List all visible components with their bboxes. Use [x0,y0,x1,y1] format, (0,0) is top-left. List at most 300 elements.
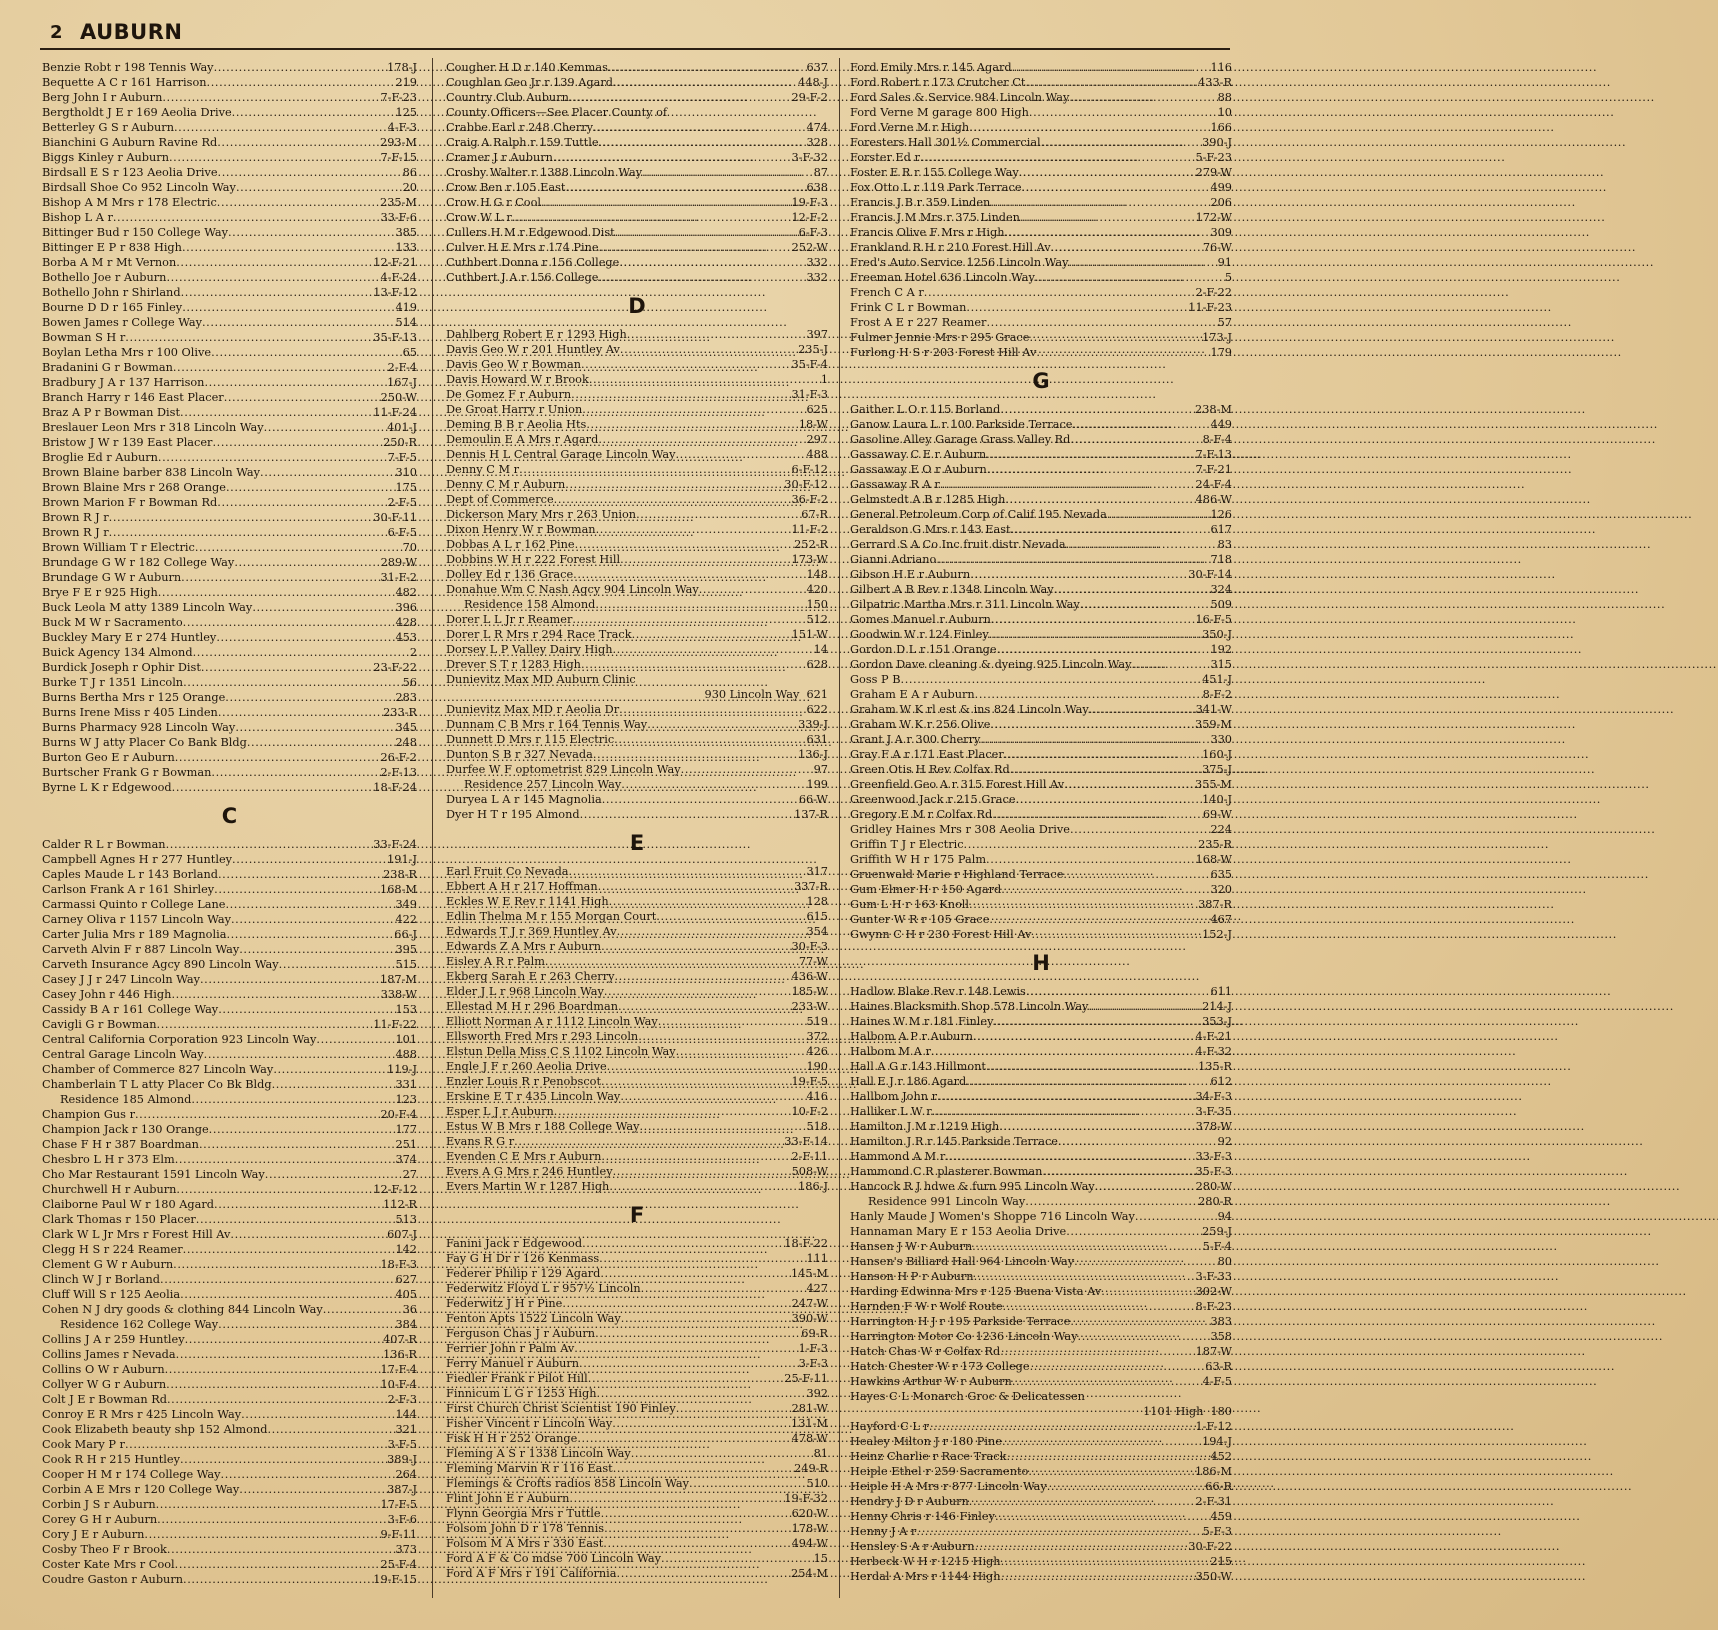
leader-dots [113,210,380,225]
listing-row [446,1446,828,1461]
listing-name: Gassaway C E r Auburn [850,448,987,461]
listing-phone: 337-R [794,880,828,893]
listing-row [446,537,828,552]
leader-dots [519,462,790,477]
listing-row [446,1506,828,1521]
listing-row [446,120,828,135]
listing-row [446,1461,828,1476]
listing-phone: 20 [402,181,417,194]
listing-row [850,462,1232,477]
listing-name: Cuthbert J A r 156 College [446,271,599,284]
listing-name: Folsom M A Mrs r 330 East [446,1537,604,1550]
listing-name: Cosby Theo F r Brook [42,1543,167,1556]
listing-row [850,747,1232,762]
listing-row [42,1122,417,1137]
listing-phone: 34-F-3 [1195,1090,1232,1103]
listing-phone: 519 [806,1015,828,1028]
leader-dots [577,1431,790,1446]
listing-name: Hansen's Billiard Hall 964 Lincoln Way [850,1255,1075,1268]
leader-dots [1010,762,1201,777]
leader-dots [619,255,805,270]
listing-name: Engle J F r 260 Aeolia Drive [446,1060,607,1073]
leader-dots [166,1377,379,1392]
listing-row [42,630,417,645]
listing-phone: 383 [1210,1315,1232,1328]
listing-phone: 178-J [387,61,417,74]
listing-phone: 315 [1210,658,1232,671]
leader-dots [980,732,1209,747]
listing-phone: 4-F-3 [387,121,417,134]
listing-row [446,255,828,270]
listing-phone: 7-F-23 [380,91,417,104]
leader-dots [598,879,793,894]
listing-row [850,105,1232,120]
listing-name: Borba A M r Mt Vernon [42,256,177,269]
listing-row [42,1002,417,1017]
leader-dots [202,315,394,330]
listing-row [446,1179,828,1194]
listing-phone: 389-J [387,1453,417,1466]
leader-dots [932,1104,1195,1119]
listing-phone: 7-F-21 [1195,463,1232,476]
leader-dots [632,627,791,642]
leader-dots [1047,1479,1205,1494]
listing-phone: 250-R [383,436,417,449]
listing-name: Durfee W F optometrist 829 Lincoln Way [446,763,681,776]
listing-phone: 372 [806,1030,828,1043]
listing-row [446,642,828,657]
listing-phone: 249-R [794,1462,828,1475]
listing-name: Ford Sales & Service 984 Lincoln Way [850,91,1070,104]
listing-row [446,1164,828,1179]
leader-dots [1001,1554,1210,1569]
listing-name: Collins O W r Auburn [42,1363,165,1376]
listing-row [446,402,828,417]
listing-phone: 186-J [798,1180,828,1193]
listing-phone: 13-F-12 [373,286,417,299]
leader-dots [218,1317,394,1332]
listing-phone: 515 [395,958,417,971]
listing-row [42,1062,417,1077]
listing-name: Francis Olive F Mrs r High [850,226,1005,239]
listing-name: Denny C M r [446,463,520,476]
listing-phone: 338-W [380,988,417,1001]
listing-name: Hansen J W r Auburn [850,1240,973,1253]
listing-name: Eisley A R r Palm [446,955,545,968]
listing-row [850,1269,1232,1284]
listing-row [850,537,1232,552]
listing-row [42,225,417,240]
leader-dots [617,1566,791,1581]
listing-phone: 8-F-2 [1202,688,1232,701]
listing-name: Heiple Ethel r 259 Sacramento [850,1465,1029,1478]
leader-dots [620,342,797,357]
listing-name: Clark W L Jr Mrs r Forest Hill Av [42,1228,231,1241]
listing-phone: 10 [1217,106,1232,119]
listing-row [850,240,1232,255]
listing-name: Halliker L W r [850,1105,932,1118]
listing-phone: 235-M [380,196,417,209]
listing-phone: 436-W [791,970,828,983]
leader-dots [218,867,382,882]
leader-dots [618,999,791,1014]
listing-name: Harding Edwinna Mrs r 125 Buena Vista Av [850,1285,1102,1298]
listing-row [446,387,828,402]
listing-row [446,195,828,210]
listing-phone: 66-R [1205,1480,1232,1493]
leader-dots [1004,225,1209,240]
listing-row [446,270,828,285]
listing-row [42,450,417,465]
listing-row [446,1014,828,1029]
page-header [40,18,1230,50]
listing-row [446,969,828,984]
leader-dots [236,180,402,195]
listing-phone: 332 [806,271,828,284]
leader-dots [614,732,805,747]
listing-phone: 433-R [1198,76,1232,89]
leader-dots [638,1029,805,1044]
listing-name: Brown William T r Electric [42,541,195,554]
listing-row [850,1524,1232,1539]
leader-dots [1041,135,1201,150]
listing-row [850,1539,1232,1554]
listing-row [850,552,1232,567]
leader-dots [599,240,791,255]
listing-phone: 5 [1224,271,1232,284]
listing-name: Clark Thomas r 150 Placer [42,1213,196,1226]
listing-phone: 31-F-3 [791,388,828,401]
leader-dots [217,495,386,510]
listing-phone: 373 [395,1543,417,1556]
listing-row [446,60,828,75]
listing-phone: 349 [395,898,417,911]
leader-dots [599,1251,805,1266]
listing-phone: 2-F-13 [380,766,417,779]
leader-dots [214,60,387,75]
leader-dots [581,357,791,372]
listing-row [446,105,828,120]
listing-phone: 3-F-33 [1195,1270,1232,1283]
listing-phone: 69-R [801,1327,828,1340]
listing-row [446,150,828,165]
listing-name: Conroy E R Mrs r 425 Lincoln Way [42,1408,242,1421]
listing-name: First Church Christ Scientist 190 Finley [446,1402,676,1415]
listing-name: Estus W B Mrs r 188 College Way [446,1120,640,1133]
listing-name: Harnden F W r Wolf Route [850,1300,1003,1313]
listing-phone: 518 [806,1120,828,1133]
listing-row [42,1137,417,1152]
listing-row [850,1299,1232,1314]
leader-dots [239,942,394,957]
listing-phone: 345 [395,721,417,734]
listing-name: Foresters Hall 301½ Commercial [850,136,1041,149]
listing-name: Brundage G W r 182 College Way [42,556,235,569]
listing-name: Gordon Dave cleaning & dyeing 925 Lincoln Way [850,658,1132,671]
listing-name: Ford Verne M garage 800 High [850,106,1029,119]
listing-phone: 309 [1210,226,1232,239]
leader-dots [174,120,387,135]
listing-phone: 387-J [387,1483,417,1496]
listing-phone: 83 [1217,538,1232,551]
listing-phone: 7-F-5 [387,451,417,464]
listing-name: Fleming A S r 1338 Lincoln Way [446,1447,631,1460]
listing-row [42,1452,417,1467]
listing-name: Cho Mar Restaurant 1591 Lincoln Way [42,1168,265,1181]
listing-row [850,1359,1232,1374]
listing-phone: 280-W [1195,1180,1232,1193]
listing-phone: 215 [1210,1555,1232,1568]
listing-row [850,1479,1232,1494]
listing-name: Gibson H E r Auburn [850,568,971,581]
leader-dots [176,1347,382,1362]
listing-name: Coughlan Geo Jr r 139 Agard [446,76,613,89]
leader-dots [218,1002,394,1017]
leader-dots [1088,999,1201,1014]
listing-row [42,1497,417,1512]
listing-row [42,1272,417,1287]
listing-row [446,1104,828,1119]
leader-dots [1135,1209,1217,1224]
listing-phone: 3-F-32 [791,151,828,164]
listing-phone: 283 [395,691,417,704]
listing-phone: 190 [806,1060,828,1073]
listing-row [42,120,417,135]
listing-phone: 467 [1210,913,1232,926]
listing-row [446,879,828,894]
listing-name: Gum Elmer H r 150 Agard [850,883,1002,896]
listing-name: Dunievitz Max MD Auburn Clinic [446,673,636,686]
leader-dots [964,837,1198,852]
listing-row [42,1077,417,1092]
listing-phone: 31-F-2 [380,571,417,584]
listing-phone: 631 [806,733,828,746]
listing-name: Demoulin E A Mrs r Agard [446,433,599,446]
listing-row [446,225,828,240]
listing-phone: 289-W [380,556,417,569]
listing-name: Flynn Georgia Mrs r Tuttle [446,1507,601,1520]
listing-phone: 620-W [791,1507,828,1520]
leader-dots [183,1572,372,1587]
leader-dots [158,450,387,465]
listing-name: Hancock R J hdwe & furn 995 Lincoln Way [850,1180,1095,1193]
listing-row [446,165,828,180]
leader-dots [264,420,386,435]
listing-name: French C A r [850,286,924,299]
listing-phone: 180 [1210,1405,1232,1418]
listing-phone: 192 [1210,643,1232,656]
listing-row [850,702,1232,717]
listing-phone: 65 [402,346,417,359]
leader-dots [209,1122,395,1137]
listing-row [850,1464,1232,1479]
leader-dots [579,1356,798,1371]
listing-name: Gwynn C H r 230 Forest Hill Av [850,928,1032,941]
leader-dots [167,1542,395,1557]
listing-row [42,957,417,972]
listing-row [850,75,1232,90]
listing-phone: 214-J [1202,1000,1232,1013]
listing-name: Fred's Auto Service 1256 Lincoln Way [850,256,1069,269]
listing-name: County Officers—See Placer County of [446,106,668,119]
listing-phone: 14 [813,643,828,656]
listing-row [42,1392,417,1407]
listing-name: Cooper H M r 174 College Way [42,1468,221,1481]
listing-name: Casey John r 446 High [42,988,172,1001]
listing-row [42,750,417,765]
listing-name: Hannaman Mary E r 153 Aeolia Drive [850,1225,1067,1238]
listing-phone: 35-F-3 [1195,1165,1232,1178]
listing-phone: 87 [813,166,828,179]
listing-row [42,315,417,330]
leader-dots [183,675,402,690]
listing-phone: 133 [395,241,417,254]
leader-dots [972,1239,1202,1254]
leader-dots [601,1074,790,1089]
listing-row [850,60,1232,75]
listing-row [850,837,1232,852]
leader-dots [969,120,1209,135]
listing-phone: 88 [1217,91,1232,104]
listing-phone: 67-R [801,508,828,521]
listing-row [42,1287,417,1302]
listing-name: Gum L H r 163 Knoll [850,898,970,911]
listing-name: Central California Corporation 923 Lincoln Way [42,1033,317,1046]
listing-row [42,1377,417,1392]
leader-dots [639,1119,805,1134]
listing-row [446,627,828,642]
listing-row [446,210,828,225]
listing-name: Harrington Motor Co 1236 Lincoln Way [850,1330,1078,1343]
listing-phone: 1-F-12 [1195,1420,1232,1433]
listing-name: Edwards Z A Mrs r Auburn [446,940,602,953]
listing-name: Harrington H J r 195 Parkside Terrace [850,1315,1071,1328]
listing-name: Buick Agency 134 Almond [42,646,193,659]
listing-name: Dyer H T r 195 Almond [446,808,580,821]
leader-dots [160,1272,394,1287]
leader-dots [627,327,806,342]
leader-dots [1022,180,1210,195]
leader-dots [920,150,1195,165]
listing-phone: 247-W [791,1297,828,1310]
leader-dots [247,735,395,750]
listing-row [850,447,1232,462]
leader-dots [588,1371,783,1386]
listing-phone: 607-J [387,1228,417,1241]
listing-name: Donahue Wm C Nash Agcy 904 Lincoln Way [446,583,699,596]
listing-row [850,150,1232,165]
listing-row [42,345,417,360]
listing-row [850,90,1232,105]
leader-dots [989,912,1209,927]
listing-name: Halbom A P r Auburn [850,1030,974,1043]
listing-name: Hendry J D r Auburn [850,1495,969,1508]
listing-phone: 33-F-3 [1195,1150,1232,1163]
leader-dots [196,1212,395,1227]
listing-row [446,477,828,492]
leader-dots [580,807,793,822]
leader-dots [1069,90,1216,105]
listing-phone: 56 [402,676,417,689]
leader-dots [1004,747,1201,762]
listing-row [42,1032,417,1047]
leader-dots [180,1452,386,1467]
leader-dots [1131,657,1209,672]
listing-row [446,1371,828,1386]
leader-dots [1074,1254,1216,1269]
listing-phone: 86 [402,166,417,179]
listing-name: Cuthbert Donna r 156 College [446,256,620,269]
listing-phone: 378-W [1195,1120,1232,1133]
listing-name: Buck Leola M atty 1389 Lincoln Way [42,601,253,614]
listing-name: Bowman S H r [42,331,126,344]
listing-row [446,1566,828,1581]
listing-phone: 6-F-5 [387,526,417,539]
listing-name: Brye F E r 925 High [42,586,158,599]
listing-phone: 390-W [791,1312,828,1325]
leader-dots [1031,927,1201,942]
leader-dots [966,1074,1209,1089]
listing-row [446,372,828,387]
listing-name: Coudre Gaston r Auburn [42,1573,184,1586]
leader-dots [201,660,372,675]
leader-dots [1054,582,1210,597]
listing-phone: 101 [395,1033,417,1046]
listing-phone: 4-F-5 [1202,1375,1232,1388]
listing-phone: 135-R [1198,1060,1232,1073]
listing-name: Ford A F & Co mdse 700 Lincoln Way [446,1552,662,1565]
listing-phone: 281-W [791,1402,828,1415]
listing-phone: 5-F-4 [1202,1240,1232,1253]
leader-dots [323,1302,402,1317]
listing-phone: 15 [813,1552,828,1565]
listing-phone: 33-F-24 [373,838,417,851]
listing-row [42,75,417,90]
listing-phone: 339-J [798,718,828,731]
listing-row [850,1074,1232,1089]
listing-phone: 512 [806,613,828,626]
leader-dots [180,405,372,420]
leader-dots [992,807,1202,822]
listing-row [42,867,417,882]
listing-name: Edwards T J r 369 Huntley Av [446,925,617,938]
leader-dots [595,597,805,612]
listing-phone: 297 [806,433,828,446]
listing-phone: 331 [395,1078,417,1091]
listing-name: Gassaway E O r Auburn [850,463,987,476]
listing-row [446,327,828,342]
listing-phone: 420 [806,583,828,596]
listing-row [446,807,828,822]
listing-row [850,432,1232,447]
listing-name: Bittinger Bud r 150 College Way [42,226,228,239]
listing-name: Residence 158 Almond [464,598,596,611]
listing-row [850,1164,1232,1179]
listing-phone: 187-M [380,973,417,986]
leader-dots [974,1269,1195,1284]
listing-row [850,984,1232,999]
leader-dots [173,360,387,375]
listing-row [42,1482,417,1497]
listing-row [42,390,417,405]
leader-dots [582,1236,783,1251]
leader-dots [593,747,797,762]
listing-name: Evenden C E Mrs r Auburn [446,1150,602,1163]
leader-dots [613,75,797,90]
listing-name: Calder R L r Bowman [42,838,166,851]
listing-name: Fisk H H r 252 Orange [446,1432,578,1445]
listing-row [446,1476,828,1491]
